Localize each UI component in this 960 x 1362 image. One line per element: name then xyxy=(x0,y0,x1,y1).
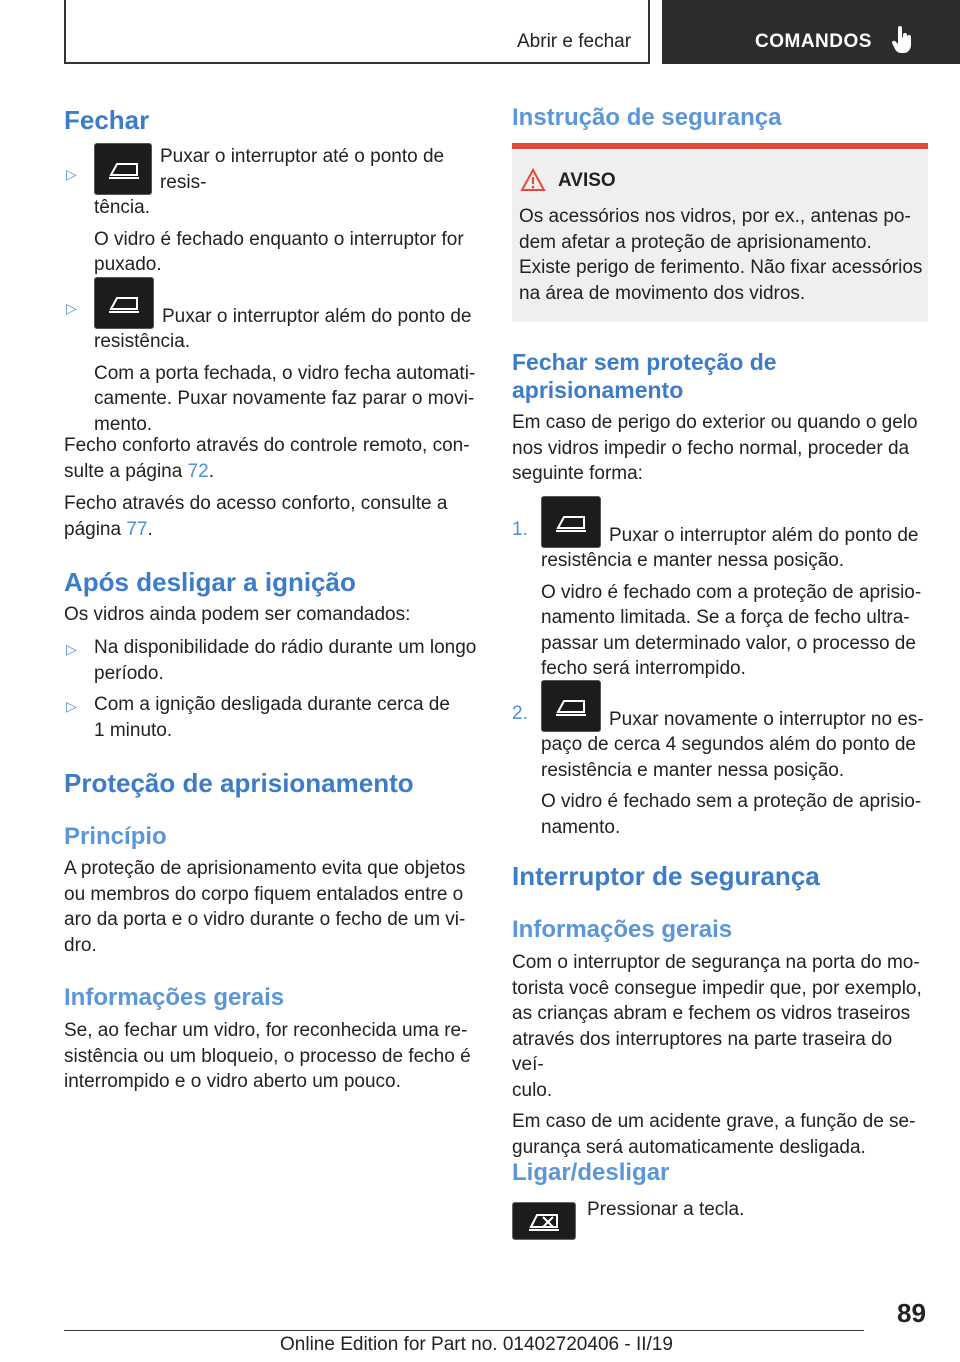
text-line: fecho será interrompido. xyxy=(541,658,746,679)
subsection-title-sem-protecao xyxy=(512,348,777,404)
window-switch-icon xyxy=(541,496,601,548)
list-item xyxy=(94,143,484,278)
text-line: culo. xyxy=(512,1079,553,1101)
text-line: resistência e manter nessa posição. xyxy=(541,550,845,571)
text-line: período. xyxy=(94,662,164,684)
title-line: Fechar sem proteção de xyxy=(512,349,777,375)
text-line: namento. xyxy=(541,816,621,838)
text-line: as crianças abram e fechem os vidros traseiros xyxy=(512,1003,911,1024)
page-number: 89 xyxy=(897,1298,926,1328)
window-switch-icon xyxy=(541,680,601,732)
text-line: ou membros do corpo fiquem entalados entre o xyxy=(64,883,464,905)
text-line: página xyxy=(64,518,127,540)
text-line: Fecho através do acesso conforto, consulte a xyxy=(64,493,448,514)
text-line: O vidro é fechado enquanto o interruptor for xyxy=(94,228,464,250)
text-line: Com a porta fechada, o vidro fecha automati- xyxy=(94,362,476,384)
text-line: Puxar o interruptor além do ponto de xyxy=(609,524,919,546)
text-line: Se, ao fechar um vidro, for reconhecida uma re- xyxy=(64,1020,468,1041)
warning-label: AVISO xyxy=(558,170,616,191)
text-line: sulte a página xyxy=(64,460,188,482)
paragraph-access: Fecho através do acesso conforto, consulte a página 77. xyxy=(64,491,484,542)
footer-rule xyxy=(64,1330,864,1331)
text-line: Puxar novamente o interruptor no es- xyxy=(609,708,924,730)
paragraph-apos-intro xyxy=(64,602,484,628)
text-line: O vidro é fechado com a proteção de aprisio- xyxy=(541,581,922,603)
text-line: Pressionar a tecla. xyxy=(587,1199,745,1220)
text-line: Em caso de um acidente grave, a função de se- xyxy=(512,1111,916,1132)
paragraph-ligar xyxy=(587,1197,744,1223)
window-switch-icon xyxy=(94,143,152,195)
text-line: O vidro é fechado sem a proteção de aprisio- xyxy=(541,791,922,812)
header-left-rule xyxy=(64,0,66,64)
text-line: através dos interruptores na parte traseira do veí- xyxy=(512,1028,893,1075)
title-line: aprisionamento xyxy=(512,377,684,403)
text-line: torista você consegue impedir que, por exemplo, xyxy=(512,977,922,999)
footer-edition: Online Edition for Part no. 01402720406 - II/19 xyxy=(280,1334,673,1355)
warning-text xyxy=(519,204,927,306)
bullet-marker: ▷ xyxy=(66,698,77,714)
text-line: sistência ou um bloqueio, o processo de fecho é xyxy=(64,1045,471,1067)
step-item xyxy=(541,680,928,840)
text-line: Em caso de perigo do exterior ou quando o gelo xyxy=(512,412,918,433)
window-switch-icon xyxy=(94,277,154,329)
header-bottom-rule xyxy=(64,62,650,64)
bullet-marker: ▷ xyxy=(66,166,77,182)
header-chapter-title: COMANDOS xyxy=(755,31,872,52)
text-line: dem afetar a proteção de aprisionamento. xyxy=(519,231,872,253)
text-line: puxado. xyxy=(94,254,162,275)
subsection-title-info: Informações gerais xyxy=(64,984,285,1011)
bullet-marker: ▷ xyxy=(66,300,77,316)
text-line: mento. xyxy=(94,413,153,435)
pointing-hand-icon xyxy=(892,26,914,54)
text-line: Com a ignição desligada durante cerca de xyxy=(94,694,450,715)
text-line: gurança será automaticamente desligada. xyxy=(512,1136,866,1158)
list-item xyxy=(94,635,484,686)
page-link[interactable]: 77 xyxy=(126,518,148,540)
text-line: Na disponibilidade do rádio durante um longo xyxy=(94,637,477,658)
text-line: passar um determinado valor, o processo de xyxy=(541,632,916,654)
page-link[interactable]: 72 xyxy=(187,460,209,482)
text-line: dro. xyxy=(64,934,97,956)
section-title-apos: Após desligar a ignição xyxy=(64,567,356,597)
warning-top-bar xyxy=(512,143,928,149)
section-title-protecao: Proteção de aprisionamento xyxy=(64,768,414,798)
paragraph-sem-intro xyxy=(512,410,928,487)
text-line: tência. xyxy=(94,197,150,218)
text-line: aro da porta e o vidro durante o fecho de um vi- xyxy=(64,909,466,930)
text-line: seguinte forma: xyxy=(512,463,643,484)
section-title-instrucao: Instrução de segurança xyxy=(512,104,782,131)
text-line: paço de cerca 4 segundos além do ponto de xyxy=(541,734,916,755)
step-number: 2. xyxy=(512,703,528,724)
step-number: 1. xyxy=(512,519,528,540)
text-line: Fecho conforto através do controle remoto, con- xyxy=(64,435,470,456)
text-line: Puxar o interruptor até o ponto de resis- xyxy=(159,146,445,193)
text-line: namento limitada. Se a força de fecho ultra- xyxy=(541,607,910,628)
list-item xyxy=(94,277,484,437)
text-line: Os acessórios nos vidros, por ex., antenas po- xyxy=(519,206,911,227)
section-title-interruptor: Interruptor de segurança xyxy=(512,861,820,891)
subsection-title-ligar: Ligar/desligar xyxy=(512,1159,670,1186)
warning-triangle-icon xyxy=(520,168,546,192)
header-separator xyxy=(648,0,650,64)
paragraph-info xyxy=(64,1018,484,1095)
subsection-title-principio: Princípio xyxy=(64,823,167,850)
text-line: nos vidros impedir o fecho normal, proceder da xyxy=(512,437,910,459)
text-line: Puxar o interruptor além do ponto de xyxy=(162,305,472,327)
text-line: A proteção de aprisionamento evita que objetos xyxy=(64,858,466,879)
list-item xyxy=(94,692,484,743)
text-line: 1 minuto. xyxy=(94,719,173,741)
text-line: resistência e manter nessa posição. xyxy=(541,759,845,781)
step-item xyxy=(541,496,928,682)
header-chapter-tab xyxy=(662,0,960,64)
paragraph-remote: Fecho conforto através do controle remoto, con- sulte a página 72. xyxy=(64,433,484,484)
paragraph-interruptor-info xyxy=(512,950,928,1160)
section-title-fechar: Fechar xyxy=(64,105,150,135)
header-section-title: Abrir e fechar xyxy=(517,31,632,52)
text-line: Os vidros ainda podem ser comandados: xyxy=(64,604,411,625)
text-line: Com o interruptor de segurança na porta do mo- xyxy=(512,952,920,973)
subsection-title-info-right: Informações gerais xyxy=(512,916,733,943)
text-line: na área de movimento dos vidros. xyxy=(519,282,806,304)
text-line: resistência. xyxy=(94,331,191,352)
bullet-marker: ▷ xyxy=(66,641,77,657)
text-line: camente. Puxar novamente faz parar o movi- xyxy=(94,388,475,409)
paragraph-principio xyxy=(64,856,484,958)
child-lock-key-icon xyxy=(512,1202,576,1240)
text-line: Existe perigo de ferimento. Não fixar acessórios xyxy=(519,257,923,278)
text-line: interrompido e o vidro aberto um pouco. xyxy=(64,1071,401,1092)
